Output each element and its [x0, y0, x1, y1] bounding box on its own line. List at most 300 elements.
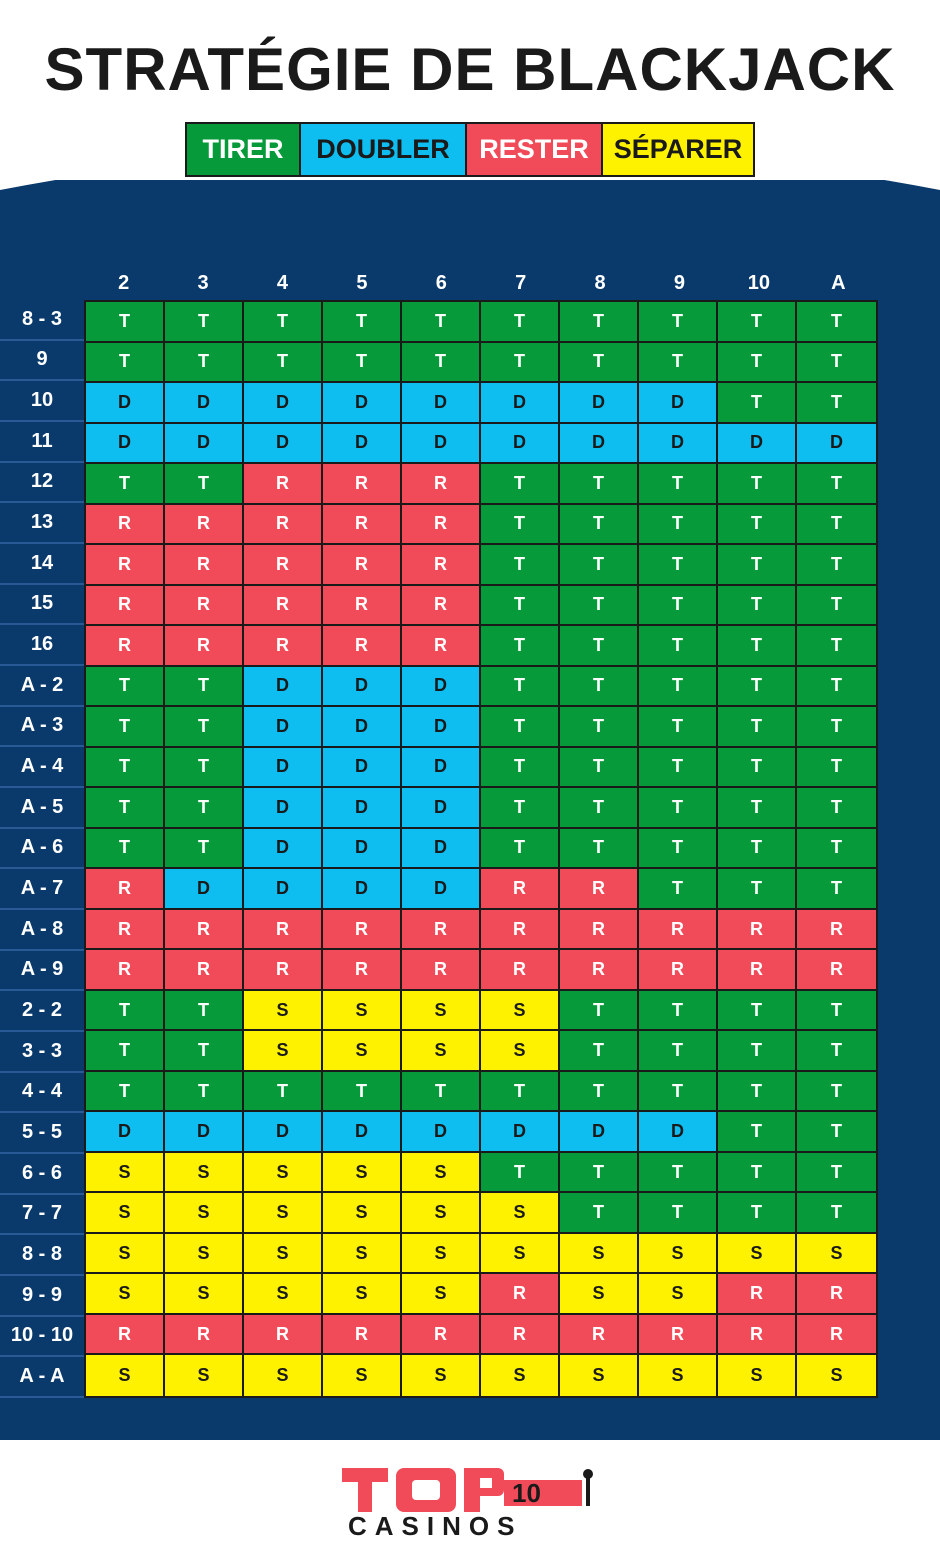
strategy-cell: T: [639, 788, 718, 829]
strategy-cell: T: [86, 343, 165, 384]
strategy-cell: D: [560, 1112, 639, 1153]
strategy-cell: S: [244, 1031, 323, 1072]
page-title: STRATÉGIE DE BLACKJACK: [44, 36, 896, 103]
strategy-cell: R: [402, 505, 481, 546]
player-hand-label: 10: [0, 381, 84, 422]
strategy-cell: S: [244, 1153, 323, 1194]
strategy-cell: S: [244, 1193, 323, 1234]
strategy-cell: D: [402, 869, 481, 910]
strategy-cell: D: [402, 424, 481, 465]
strategy-cell: T: [560, 464, 639, 505]
strategy-cell: D: [639, 383, 718, 424]
player-hand-label: A - 6: [0, 829, 84, 870]
strategy-cell: T: [86, 829, 165, 870]
strategy-cell: R: [165, 586, 244, 627]
strategy-cell: T: [481, 586, 560, 627]
strategy-cell: T: [718, 667, 797, 708]
strategy-cell: T: [323, 302, 402, 343]
strategy-cell: D: [165, 383, 244, 424]
player-hand-label: 3 - 3: [0, 1032, 84, 1073]
strategy-cell: S: [323, 1193, 402, 1234]
dealer-card-5: 5: [356, 272, 368, 294]
logo-casinos: CASINOS: [348, 1511, 523, 1541]
strategy-cell: T: [797, 1193, 876, 1234]
player-hand-label: A - 4: [0, 747, 84, 788]
strategy-cell: S: [402, 1234, 481, 1275]
strategy-cell: R: [481, 1315, 560, 1356]
strategy-cell: R: [797, 950, 876, 991]
strategy-cell: S: [402, 1193, 481, 1234]
strategy-cell: S: [402, 1274, 481, 1315]
strategy-cell: R: [639, 950, 718, 991]
strategy-cell: D: [560, 424, 639, 465]
strategy-cell: D: [244, 1112, 323, 1153]
strategy-cell: T: [86, 302, 165, 343]
strategy-cell: T: [560, 505, 639, 546]
dealer-card-9: 9: [673, 272, 686, 294]
strategy-cell: T: [323, 343, 402, 384]
player-hand-label: 4 - 4: [0, 1073, 84, 1114]
strategy-cell: T: [560, 991, 639, 1032]
strategy-cell: T: [718, 1112, 797, 1153]
strategy-cell: S: [323, 1355, 402, 1396]
strategy-cell: T: [244, 343, 323, 384]
strategy-cell: D: [244, 829, 323, 870]
strategy-cell: T: [86, 788, 165, 829]
strategy-cell: R: [481, 950, 560, 991]
strategy-cell: S: [402, 1031, 481, 1072]
strategy-cell: D: [323, 707, 402, 748]
strategy-cell: T: [560, 545, 639, 586]
strategy-cell: T: [86, 464, 165, 505]
strategy-cell: T: [718, 1031, 797, 1072]
strategy-cell: S: [165, 1193, 244, 1234]
strategy-cell: T: [481, 545, 560, 586]
strategy-cell: D: [244, 667, 323, 708]
strategy-cell: R: [323, 1315, 402, 1356]
strategy-cell: R: [165, 626, 244, 667]
strategy-cell: T: [797, 505, 876, 546]
strategy-cell: R: [165, 505, 244, 546]
strategy-cell: R: [797, 1274, 876, 1315]
strategy-cell: T: [481, 626, 560, 667]
strategy-cell: T: [718, 707, 797, 748]
strategy-cell: R: [86, 505, 165, 546]
strategy-cell: T: [718, 586, 797, 627]
strategy-cell: D: [323, 748, 402, 789]
strategy-cell: D: [244, 707, 323, 748]
strategy-cell: T: [797, 343, 876, 384]
strategy-cell: D: [402, 707, 481, 748]
strategy-cell: T: [481, 1072, 560, 1113]
strategy-cell: D: [481, 1112, 560, 1153]
strategy-cell: D: [718, 424, 797, 465]
strategy-cell: T: [244, 1072, 323, 1113]
top10-casinos-logo: [340, 1462, 600, 1542]
strategy-cell: T: [797, 667, 876, 708]
strategy-cell: T: [481, 748, 560, 789]
strategy-cell: S: [481, 1193, 560, 1234]
strategy-cell: S: [481, 1031, 560, 1072]
strategy-cell: T: [639, 869, 718, 910]
strategy-cell: T: [639, 1153, 718, 1194]
strategy-cell: R: [402, 1315, 481, 1356]
player-hand-label: A - 3: [0, 707, 84, 748]
player-hand-label: A - 8: [0, 910, 84, 951]
strategy-cell: T: [165, 343, 244, 384]
strategy-cell: D: [165, 869, 244, 910]
strategy-cell: D: [560, 383, 639, 424]
strategy-cell: R: [244, 1315, 323, 1356]
strategy-cell: S: [402, 1355, 481, 1396]
strategy-cell: D: [323, 383, 402, 424]
player-hand-label: 11: [0, 422, 84, 463]
strategy-cell: T: [165, 829, 244, 870]
strategy-cell: T: [560, 667, 639, 708]
player-hand-label: 10 - 10: [0, 1317, 84, 1358]
strategy-cell: T: [86, 667, 165, 708]
strategy-cell: D: [323, 869, 402, 910]
dealer-card-a: A: [831, 272, 846, 294]
strategy-cell: D: [402, 748, 481, 789]
strategy-cell: R: [244, 626, 323, 667]
strategy-cell: R: [560, 910, 639, 951]
strategy-cell: S: [718, 1234, 797, 1275]
strategy-cell: T: [797, 1153, 876, 1194]
strategy-cell: D: [86, 424, 165, 465]
strategy-cell: T: [560, 1031, 639, 1072]
strategy-cell: R: [718, 1274, 797, 1315]
strategy-cell: T: [797, 1031, 876, 1072]
strategy-cell: T: [797, 302, 876, 343]
strategy-cell: T: [718, 1153, 797, 1194]
strategy-cell: R: [481, 910, 560, 951]
strategy-cell: R: [402, 464, 481, 505]
strategy-cell: S: [86, 1234, 165, 1275]
strategy-cell: R: [165, 910, 244, 951]
strategy-cell: D: [244, 869, 323, 910]
strategy-cell: R: [86, 1315, 165, 1356]
strategy-cell: S: [402, 1153, 481, 1194]
dealer-card-8: 8: [594, 272, 606, 294]
strategy-cell: S: [323, 1031, 402, 1072]
strategy-cell: R: [165, 950, 244, 991]
strategy-cell: R: [86, 910, 165, 951]
legend: [185, 122, 755, 177]
strategy-cell: T: [481, 667, 560, 708]
strategy-cell: R: [402, 626, 481, 667]
strategy-cell: S: [165, 1153, 244, 1194]
strategy-cell: T: [639, 464, 718, 505]
strategy-cell: T: [639, 505, 718, 546]
dealer-card-10: 10: [747, 272, 770, 294]
strategy-cell: T: [402, 1072, 481, 1113]
strategy-cell: R: [402, 586, 481, 627]
player-hand-label: 14: [0, 544, 84, 585]
strategy-cell: D: [323, 667, 402, 708]
strategy-cell: S: [797, 1355, 876, 1396]
strategy-cell: R: [86, 586, 165, 627]
strategy-cell: S: [481, 1355, 560, 1396]
strategy-cell: T: [718, 302, 797, 343]
strategy-cell: D: [323, 829, 402, 870]
legend-item-doubler: DOUBLER: [299, 124, 465, 175]
strategy-cell: T: [639, 302, 718, 343]
strategy-cell: T: [481, 464, 560, 505]
dealer-card-header: [84, 268, 878, 298]
player-hand-label: A - A: [0, 1357, 84, 1398]
strategy-cell: T: [718, 505, 797, 546]
strategy-cell: T: [797, 586, 876, 627]
strategy-cell: T: [797, 869, 876, 910]
strategy-cell: T: [718, 464, 797, 505]
strategy-cell: T: [797, 383, 876, 424]
strategy-cell: T: [165, 302, 244, 343]
strategy-cell: R: [797, 910, 876, 951]
strategy-cell: T: [560, 302, 639, 343]
strategy-cell: D: [402, 667, 481, 708]
player-hand-label: 12: [0, 463, 84, 504]
player-hand-label: 16: [0, 625, 84, 666]
strategy-cell: T: [718, 383, 797, 424]
strategy-cell: T: [86, 1031, 165, 1072]
logo-ten: 10: [512, 1478, 541, 1508]
strategy-cell: S: [639, 1274, 718, 1315]
strategy-cell: T: [718, 545, 797, 586]
strategy-cell: S: [639, 1234, 718, 1275]
strategy-cell: T: [797, 464, 876, 505]
strategy-cell: S: [244, 1355, 323, 1396]
strategy-cell: R: [165, 1315, 244, 1356]
strategy-cell: R: [797, 1315, 876, 1356]
strategy-cell: S: [323, 1234, 402, 1275]
strategy-cell: T: [481, 788, 560, 829]
strategy-cell: S: [560, 1274, 639, 1315]
strategy-cell: T: [639, 707, 718, 748]
strategy-cell: T: [639, 1072, 718, 1113]
strategy-cell: T: [560, 707, 639, 748]
strategy-cell: R: [323, 545, 402, 586]
strategy-cell: S: [560, 1234, 639, 1275]
strategy-cell: T: [560, 788, 639, 829]
strategy-grid: [84, 300, 878, 1398]
strategy-cell: T: [402, 302, 481, 343]
legend-item-tirer: TIRER: [187, 124, 299, 175]
strategy-cell: T: [165, 748, 244, 789]
strategy-cell: T: [639, 667, 718, 708]
player-hand-label: 15: [0, 585, 84, 626]
legend-item-rester: RESTER: [465, 124, 601, 175]
strategy-cell: S: [86, 1153, 165, 1194]
strategy-cell: D: [244, 383, 323, 424]
strategy-cell: R: [86, 950, 165, 991]
strategy-cell: R: [323, 505, 402, 546]
strategy-cell: R: [402, 545, 481, 586]
strategy-cell: T: [718, 343, 797, 384]
strategy-cell: S: [244, 1274, 323, 1315]
strategy-cell: T: [165, 788, 244, 829]
dealer-card-6: 6: [435, 272, 447, 294]
strategy-cell: T: [639, 829, 718, 870]
strategy-cell: T: [481, 1153, 560, 1194]
strategy-cell: S: [481, 991, 560, 1032]
strategy-cell: S: [86, 1274, 165, 1315]
strategy-cell: R: [323, 910, 402, 951]
strategy-cell: S: [86, 1193, 165, 1234]
player-hand-label: A - 7: [0, 869, 84, 910]
strategy-cell: S: [481, 1234, 560, 1275]
strategy-cell: T: [323, 1072, 402, 1113]
strategy-cell: S: [244, 991, 323, 1032]
strategy-cell: S: [244, 1234, 323, 1275]
strategy-cell: T: [165, 707, 244, 748]
strategy-cell: D: [244, 788, 323, 829]
strategy-cell: R: [244, 950, 323, 991]
strategy-cell: T: [165, 464, 244, 505]
strategy-cell: R: [481, 1274, 560, 1315]
strategy-cell: S: [560, 1355, 639, 1396]
strategy-cell: S: [323, 1274, 402, 1315]
strategy-cell: T: [481, 343, 560, 384]
strategy-cell: S: [323, 1153, 402, 1194]
strategy-cell: D: [402, 829, 481, 870]
strategy-cell: T: [639, 343, 718, 384]
strategy-cell: R: [86, 545, 165, 586]
strategy-cell: T: [560, 829, 639, 870]
strategy-cell: T: [718, 748, 797, 789]
strategy-cell: T: [718, 869, 797, 910]
strategy-cell: R: [560, 869, 639, 910]
strategy-cell: T: [797, 545, 876, 586]
strategy-cell: R: [86, 869, 165, 910]
strategy-cell: T: [560, 343, 639, 384]
strategy-cell: T: [86, 707, 165, 748]
strategy-cell: T: [86, 1072, 165, 1113]
strategy-cell: D: [402, 383, 481, 424]
player-hand-label: 7 - 7: [0, 1195, 84, 1236]
strategy-cell: T: [718, 626, 797, 667]
dealer-card-7: 7: [515, 272, 527, 294]
strategy-cell: R: [323, 586, 402, 627]
strategy-cell: T: [639, 1193, 718, 1234]
player-hand-label: A - 9: [0, 951, 84, 992]
player-hand-label: 2 - 2: [0, 991, 84, 1032]
dealer-card-2: 2: [118, 272, 130, 294]
strategy-cell: D: [639, 424, 718, 465]
strategy-cell: R: [639, 1315, 718, 1356]
strategy-cell: T: [560, 1153, 639, 1194]
player-hand-label: 9 - 9: [0, 1276, 84, 1317]
player-hand-label: 13: [0, 503, 84, 544]
strategy-cell: D: [323, 788, 402, 829]
strategy-cell: T: [639, 991, 718, 1032]
strategy-cell: R: [165, 545, 244, 586]
strategy-cell: R: [86, 626, 165, 667]
strategy-cell: T: [639, 626, 718, 667]
strategy-cell: T: [797, 1072, 876, 1113]
strategy-cell: S: [165, 1274, 244, 1315]
strategy-cell: S: [86, 1355, 165, 1396]
strategy-cell: T: [639, 586, 718, 627]
strategy-cell: T: [244, 302, 323, 343]
player-hand-label: A - 5: [0, 788, 84, 829]
strategy-cell: S: [639, 1355, 718, 1396]
strategy-cell: D: [481, 424, 560, 465]
strategy-cell: T: [718, 788, 797, 829]
strategy-cell: T: [165, 991, 244, 1032]
strategy-cell: R: [244, 586, 323, 627]
strategy-cell: D: [639, 1112, 718, 1153]
strategy-cell: T: [797, 626, 876, 667]
strategy-cell: R: [560, 950, 639, 991]
strategy-cell: D: [323, 424, 402, 465]
strategy-cell: T: [718, 1072, 797, 1113]
strategy-cell: R: [402, 910, 481, 951]
strategy-cell: T: [402, 343, 481, 384]
strategy-cell: T: [560, 626, 639, 667]
strategy-cell: T: [481, 302, 560, 343]
strategy-cell: T: [718, 1193, 797, 1234]
player-hand-label: A - 2: [0, 666, 84, 707]
strategy-cell: T: [560, 1193, 639, 1234]
strategy-cell: T: [86, 748, 165, 789]
strategy-cell: D: [797, 424, 876, 465]
strategy-cell: R: [323, 950, 402, 991]
strategy-cell: D: [481, 383, 560, 424]
strategy-cell: T: [560, 748, 639, 789]
strategy-cell: T: [797, 829, 876, 870]
strategy-cell: R: [323, 626, 402, 667]
strategy-cell: R: [560, 1315, 639, 1356]
player-hand-label: 9: [0, 341, 84, 382]
player-hand-label: 6 - 6: [0, 1154, 84, 1195]
strategy-cell: S: [797, 1234, 876, 1275]
strategy-cell: T: [639, 1031, 718, 1072]
strategy-cell: T: [481, 505, 560, 546]
strategy-cell: D: [86, 1112, 165, 1153]
strategy-cell: S: [165, 1355, 244, 1396]
strategy-cell: T: [165, 1031, 244, 1072]
strategy-cell: T: [86, 991, 165, 1032]
strategy-cell: T: [797, 991, 876, 1032]
strategy-cell: R: [639, 910, 718, 951]
strategy-cell: T: [797, 707, 876, 748]
dealer-card-3: 3: [197, 272, 209, 294]
strategy-cell: T: [639, 545, 718, 586]
strategy-cell: R: [244, 505, 323, 546]
strategy-cell: R: [244, 910, 323, 951]
strategy-cell: R: [323, 464, 402, 505]
strategy-cell: D: [165, 424, 244, 465]
player-hand-label: 5 - 5: [0, 1113, 84, 1154]
strategy-cell: T: [481, 829, 560, 870]
strategy-cell: R: [244, 464, 323, 505]
strategy-cell: T: [718, 991, 797, 1032]
strategy-cell: S: [323, 991, 402, 1032]
dealer-card-4: 4: [276, 272, 289, 294]
strategy-cell: T: [639, 748, 718, 789]
strategy-cell: T: [797, 1112, 876, 1153]
player-hand-label: 8 - 3: [0, 300, 84, 341]
strategy-cell: D: [402, 1112, 481, 1153]
strategy-cell: T: [797, 748, 876, 789]
strategy-cell: D: [165, 1112, 244, 1153]
strategy-cell: T: [560, 586, 639, 627]
strategy-cell: T: [560, 1072, 639, 1113]
strategy-cell: S: [402, 991, 481, 1032]
strategy-cell: T: [797, 788, 876, 829]
strategy-cell: D: [86, 383, 165, 424]
